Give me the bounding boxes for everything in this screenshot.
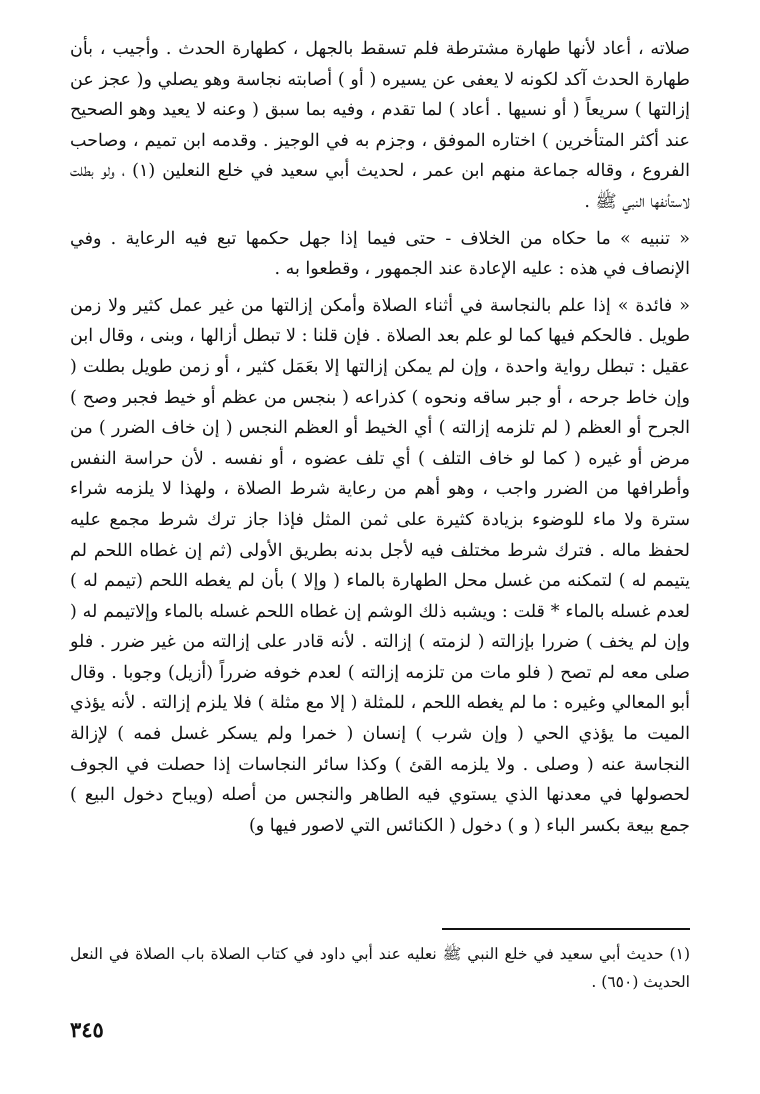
footnote: (١) حديث أبي سعيد في خلع النبي ﷺ نعليه عند أبي داود في كتاب الصلاة باب الصلاة في النعل الحديث (٦٥٠) .: [70, 945, 690, 991]
paragraph-faida: « فائدة » إذا علم بالنجاسة في أثناء الصلاة وأمكن إزالتها من غير عمل كثير ولا زمن طويل . فالحكم فيها كما لو علم بعد الصلاة . فإن قلنا : لا تبطل أزالها ، وبنى ، وقال ابن عقيل : تبطل رواية واحدة ، وإن لم يمكن إزالتها إلا بعَمَل كثير ، أو زمن طويل بطلت ( وإن خاط جرحه ، أو جبر ساقه ونحوه ) كذراعه ( بنجس من عظم أو خيط فجبر وصح ) الجرح أو العظم ( لم تلزمه إزالته ) أي الخيط أو العظم النجس ( إن خاف الضرر ) من مرض أو غيره ( كما لو خاف التلف ) أي تلف عضوه ، أو نفسه . لأن حراسة النفس وأطرافها من الضرر واجب ، وهو أهم من رعاية شرط الصلاة ، ولهذا لا يلزمه شراء سترة ولا ماء للوضوء بزيادة كثيرة على ثمن المثل فإذا جاز ترك شرط مجمع عليه لحفظ ماله . فترك شرط مختلف فيه لأجل بدنه بطريق الأولى (ثم إن غطاه اللحم لم يتيمم له ) لتمكنه من غسل محل الطهارة بالماء ( وإلا ) بأن لم يغطه اللحم (تيمم له ) لعدم غسله بالماء * قلت : ويشبه ذلك الوشم إن غطاه اللحم غسله بالماء وإلاتيمم له ( وإن لم يخف ) ضررا بإزالته ( لزمته ) إزالته . لأنه قادر على إزالته من غير ضرر . فلو صلى معه لم تصح ( فلو مات من تلزمه إزالته ) لعدم خوفه ضرراً (أزيل) وجوبا . وقال أبو المعالي وغيره : ما لم يغطه اللحم ، للمثلة ( إلا مع مثلة ) فلا يلزم إزالته . لأنه يؤذي الميت ما يؤذي الحي ( وإن شرب ) إنسان ( خمرا ولم يسكر غسل فمه ) لإزالة النجاسة عنه ( وصلى . ولا يلزمه القئ ) وكذا سائر النجاسات إذا حصلت في الجوف لحصولها في معدنها الذي يستوي فيه الطاهر والنجس من أصله (ويباح دخول البيع ) جمع بيعة بكسر الباء ( و ) دخول ( الكنائس التي لاصور فيها و): [70, 295, 690, 836]
paragraph-note-tanbih: « تنبيه » ما حكاه من الخلاف - حتى فيما إذا جهل حكمها تبع فيه الرعاية . وفي الإنصاف في هذه : عليه الإعادة عند الجمهور ، وقطعوا به .: [70, 228, 690, 280]
paragraph-1: صلاته ، أعاد لأنها طهارة مشترطة فلم تسقط بالجهل ، كطهارة الحدث . وأجيب ، بأن طهارة الحدث آكد لكونه لا يعفى عن يسيره ( أو ) أصابته نجاسة وهو يصلي و( عجز عن إزالتها ) سريعاً ( أو نسيها . أعاد ) لما تقدم ، وفيه بما سبق ( وعنه لا يعيد وهو الصحيح عند أكثر المتأخرين ) اختاره الموفق ، وجزم به في الوجيز . وقدمه ابن تميم ، وصاحب الفروع ، وقاله جماعة منهم ابن عمر ، لحديث أبي سعيد في خلع النعلين (١) ، ولو بطلت لاستأنفها النبي ﷺ .: [70, 39, 691, 212]
page-number: ٣٤٥: [70, 1017, 104, 1042]
footnote-divider: [442, 928, 690, 930]
main-text: [70, 34, 690, 841]
